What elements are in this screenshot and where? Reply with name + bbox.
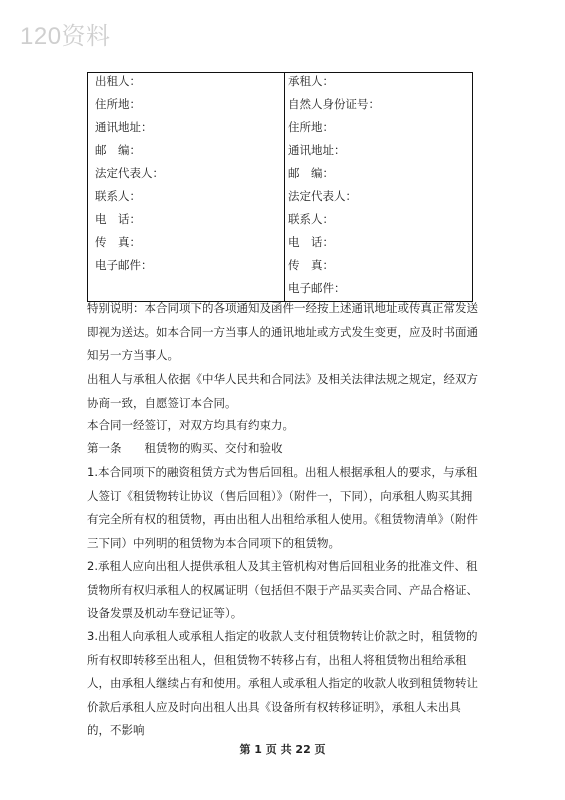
clause-1-paragraph: 1.本合同项下的融资租赁方式为售后回租。出租人根据承租人的要求，与承租人签订《租赁物转让协议（售后回租）》（附件一，下同），向承租人购买其拥有完全所有权的租赁物，再由出租人出租给承租人使用。《租赁物清单》（附件三下同）中列明的租赁物为本合同项下的租赁物。: [87, 465, 478, 550]
lessee-fax-label: 传 真：: [288, 258, 334, 272]
lessor-legal-rep-label: 法定代表人：: [95, 166, 164, 180]
watermark: 120资料: [20, 23, 111, 50]
article-one-heading: 第一条 租赁物的购买、交付和验收: [87, 441, 283, 455]
lessor-fax-label: 传 真：: [95, 235, 141, 249]
table-divider: [284, 73, 285, 301]
page-number-footer: 第 1 页 共 22 页: [239, 743, 326, 756]
clause-3-paragraph: 3.出租人向承租人或承租人指定的收款人支付租赁物转让价款之时，租赁物的所有权即转移至出租人，但租赁物不转移占有，出租人将租赁物出租给承租人，由承租人继续占有和使用。承租人或承租人指定的收款人收到租赁物转让价款后承租人应及时向出租人出具《设备所有权转移证明》，承租人未出具的，不影响: [87, 629, 478, 737]
lessor-postcode-label: 邮 编：: [95, 143, 141, 157]
lessee-mailing-address-label: 通讯地址：: [288, 143, 346, 157]
lessor-contact-label: 联系人：: [95, 189, 141, 203]
lessor-address-label: 住所地：: [95, 97, 141, 111]
lessee-address-label: 住所地：: [288, 120, 334, 134]
lessor-phone-label: 电 话：: [95, 212, 141, 226]
lessee-name-label: 承租人：: [288, 74, 334, 88]
lessor-email-label: 电子邮件：: [95, 258, 153, 272]
lessee-contact-label: 联系人：: [288, 212, 334, 226]
lessee-email-label: 电子邮件：: [288, 281, 346, 295]
special-notice-paragraph: 特别说明：本合同项下的各项通知及函件一经按上述通讯地址或传真正常发送即视为送达。如本合同一方当事人的通讯地址或方式发生变更，应及时书面通知另一方当事人。: [87, 301, 478, 362]
lessee-phone-label: 电 话：: [288, 235, 334, 249]
contact-info-table: [87, 72, 473, 302]
lessee-id-number-label: 自然人身份证号：: [288, 97, 380, 111]
lessor-mailing-address-label: 通讯地址：: [95, 120, 153, 134]
lessee-legal-rep-label: 法定代表人：: [288, 189, 357, 203]
agreement-basis-paragraph: 出租人与承租人依据《中华人民共和合同法》及相关法律法规之规定，经双方协商一致，自愿签订本合同。: [87, 372, 478, 410]
binding-effect-paragraph: 本合同一经签订，对双方均具有约束力。: [87, 418, 294, 432]
clause-2-paragraph: 2.承租人应向出租人提供承租人及其主管机构对售后回租业务的批准文件、租赁物所有权归承租人的权属证明（包括但不限于产品买卖合同、产品合格证、设备发票及机动车登记证等）。: [87, 559, 478, 620]
lessor-name-label: 出租人：: [95, 74, 141, 88]
lessee-postcode-label: 邮 编：: [288, 166, 334, 180]
